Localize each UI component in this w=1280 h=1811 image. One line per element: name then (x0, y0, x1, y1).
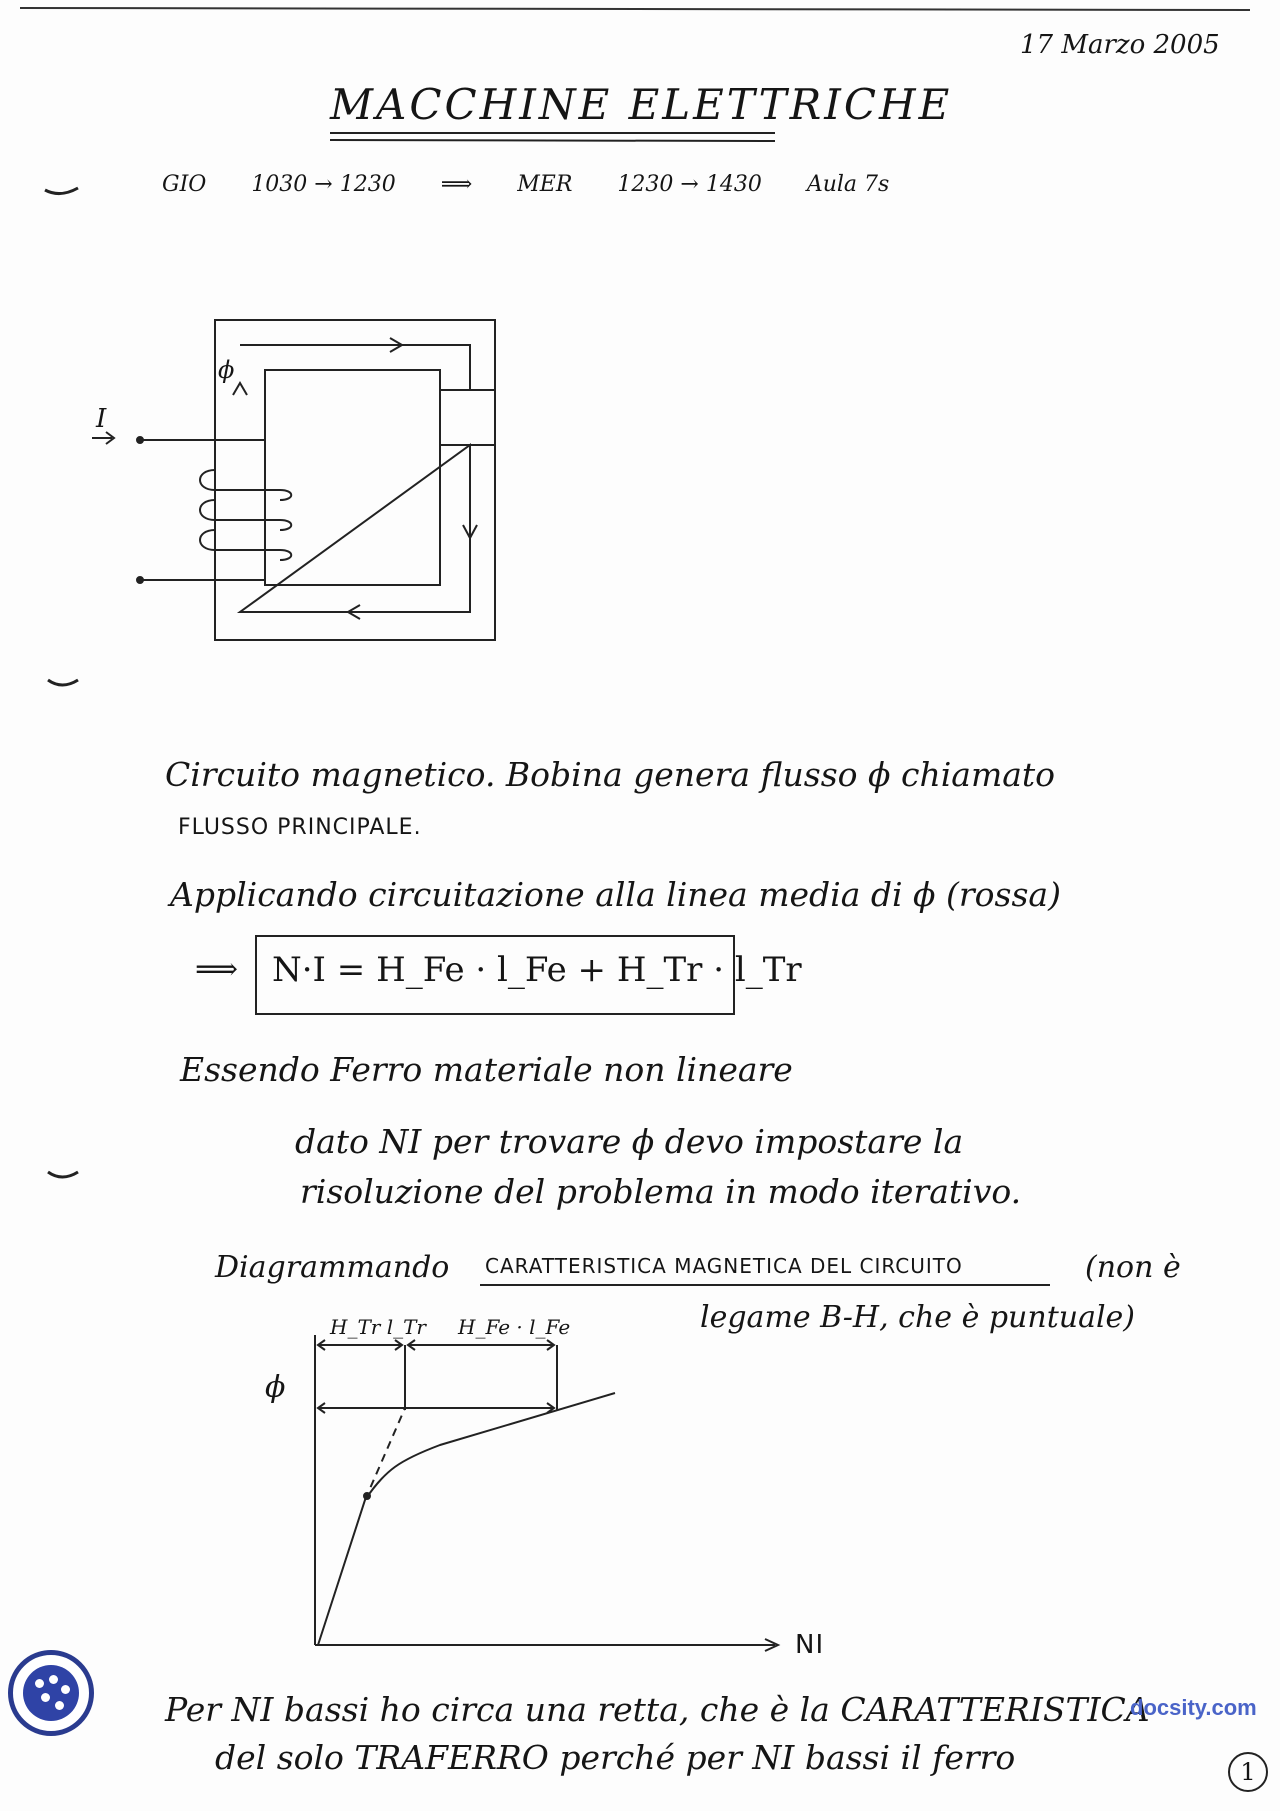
flux-label: ϕ (218, 356, 235, 384)
note-line-5: dato NI per trovare ϕ devo impostare la (295, 1122, 964, 1161)
note-line-4: Essendo Ferro materiale non lineare (180, 1050, 793, 1089)
implies-arrow: ⟹ (195, 952, 239, 987)
schedule-room: Aula 7s (806, 172, 890, 197)
schedule-day-2: MER (517, 172, 573, 197)
margin-mark-1 (45, 188, 78, 194)
magnetization-curve (318, 1393, 615, 1645)
current-label: I (96, 404, 107, 434)
note-line-7b: CARATTERISTICA MAGNETICA DEL CIRCUITO (485, 1254, 963, 1278)
date-text: 17 Marzo 2005 (1020, 30, 1220, 60)
note-line-3: Applicando circuitazione alla linea media di ϕ (rossa) (170, 875, 1061, 914)
note-line-9: Per NI bassi ho circa una retta, che è la CARATTERISTICA (165, 1690, 1150, 1729)
schedule-day-1: GIO (162, 172, 207, 197)
magnetic-circuit-drawing (92, 320, 495, 640)
margin-mark-3 (48, 1172, 78, 1177)
graph-y-label: ϕ (265, 1370, 286, 1405)
title-underline-2 (330, 140, 775, 141)
airgap-line (365, 1408, 405, 1500)
page-number: 1 (1228, 1752, 1268, 1792)
page-title: MACCHINE ELETTRICHE (330, 80, 953, 129)
coil (200, 470, 291, 560)
margin-mark-2 (48, 680, 78, 685)
graph-dim-2 (408, 1340, 554, 1350)
logo-dot (55, 1701, 64, 1710)
note-line-7c: (non è (1085, 1250, 1181, 1285)
note-line-2: FLUSSO PRINCIPALE. (178, 815, 422, 840)
flux-path (240, 345, 470, 612)
top-rule (20, 8, 1250, 10)
brand-watermark[interactable]: docsity.com (1130, 1695, 1257, 1720)
logo-inner-circle (23, 1665, 79, 1721)
logo-dot (61, 1685, 70, 1694)
logo-dot (49, 1675, 58, 1684)
note-line-7a: Diagrammando (215, 1250, 450, 1285)
schedule-time-1: 1030 → 1230 (251, 172, 396, 197)
note-line-10: del solo TRAFERRO perché per NI bassi il ferro (215, 1738, 1016, 1777)
terminal-bottom (137, 577, 143, 583)
docsity-logo-icon (8, 1650, 94, 1736)
logo-dot (35, 1679, 44, 1688)
note-line-6: risoluzione del problema in modo iterativo. (300, 1172, 1022, 1211)
terminal-top (137, 437, 143, 443)
knee-point (364, 1493, 370, 1499)
characteristic-graph (315, 1335, 778, 1651)
graph-flux-level (318, 1403, 554, 1413)
schedule-arrow: ⟹ (440, 172, 473, 197)
note-line-1: Circuito magnetico. Bobina genera flusso ϕ chiamato (165, 755, 1056, 794)
logo-dot (41, 1693, 50, 1702)
equation-text: N·I = H_Fe · l_Fe + H_Tr · l_Tr (272, 950, 802, 990)
note-line-8: legame B-H, che è puntuale) (700, 1300, 1136, 1335)
flux-arrow-left (233, 383, 247, 395)
graph-dim-1 (318, 1340, 402, 1350)
graph-seg2-label: H_Fe · l_Fe (458, 1315, 571, 1339)
core-outer (215, 320, 495, 640)
graph-seg1-label: H_Tr l_Tr (330, 1315, 426, 1339)
schedule-time-2: 1230 → 1430 (617, 172, 762, 197)
graph-x-label: NI (795, 1630, 825, 1660)
